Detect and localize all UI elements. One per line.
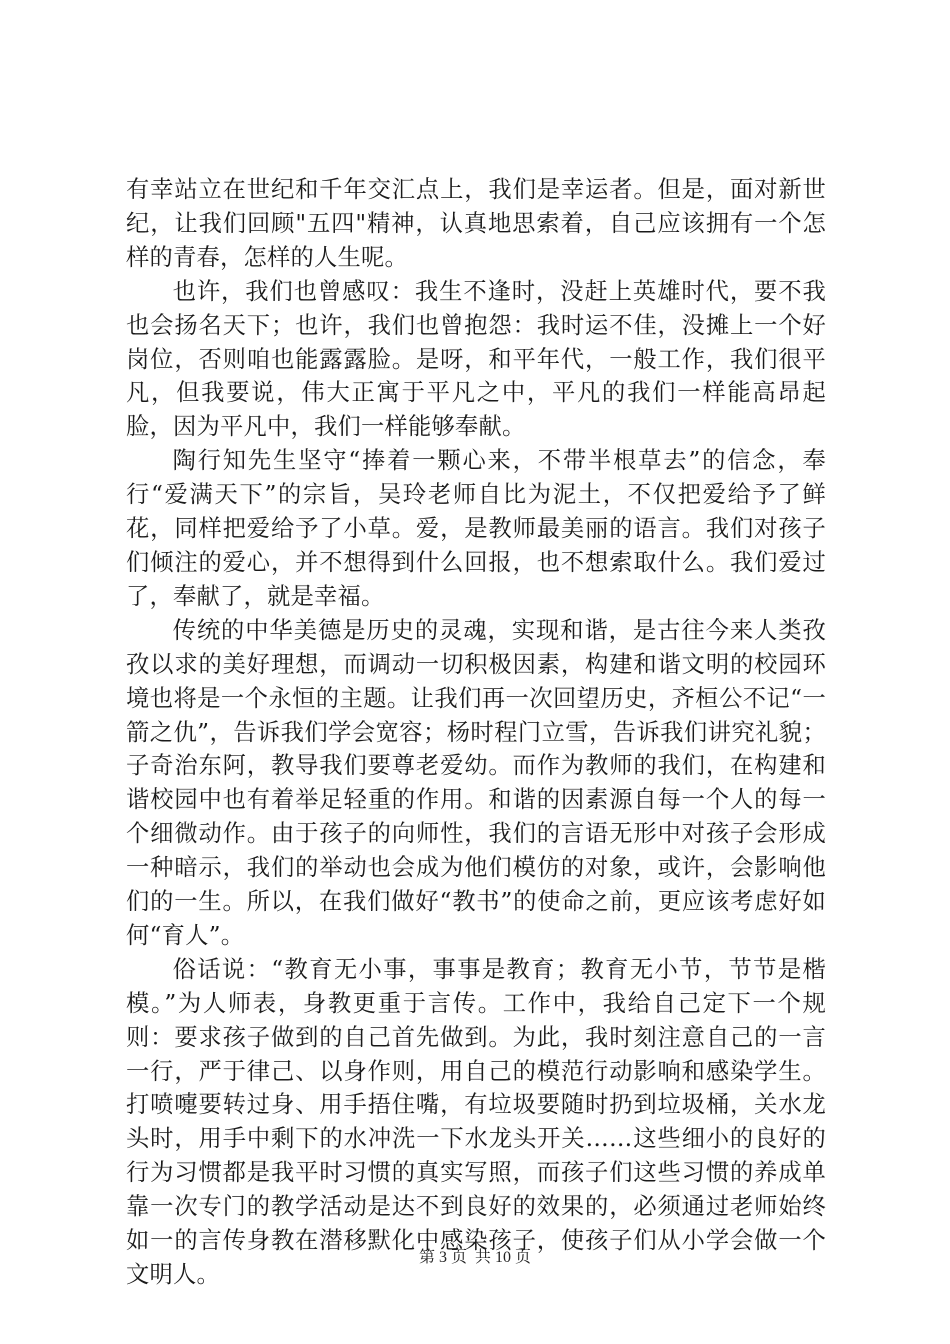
paragraph-5: 俗话说：“教育无小事，事事是教育；教育无小节，节节是楷模。”为人师表，身教更重于言传。工作中，我给自己定下一个规则：要求孩子做到的自己首先做到。为此，我时刻注意自己的一言一行，严于律己、以身作则，用自己的模范行动影响和感染学生。打喷嚏要转过身、用手捂住嘴，有垃圾要随时扔到垃圾桶，关水龙头时，用手中剩下的水冲洗一下水龙头开关……这些细小的良好的行为习惯都是我平时习惯的真实写照，而孩子们这些习惯的养成单靠一次专门的教学活动是达不到良好的效果的，必须通过老师始终如一的言传身教在潜移默化中感染孩子，使孩子们从小学会做一个文明人。 [126,955,826,1288]
paragraph-1: 有幸站立在世纪和千年交汇点上，我们是幸运者。但是，面对新世纪，让我们回顾"五四"精神，认真地思索着，自己应该拥有一个怎样的青春，怎样的人生呢。 [126,176,826,271]
paragraph-2: 也许，我们也曾感叹：我生不逢时，没赶上英雄时代，要不我也会扬名天下；也许，我们也曾抱怨：我时运不佳，没摊上一个好岗位，否则咱也能露露脸。是呀，和平年代，一般工作，我们很平凡，但我要说，伟大正寓于平凡之中，平凡的我们一样能高昂起脸，因为平凡中，我们一样能够奉献。 [126,277,826,441]
paragraph-3: 陶行知先生坚守“捧着一颗心来，不带半根草去”的信念，奉行“爱满天下”的宗旨，吴玲老师自比为泥土，不仅把爱给予了鲜花，同样把爱给予了小草。爱，是教师最美丽的语言。我们对孩子们倾注的爱心，并不想得到什么回报，也不想索取什么。我们爱过了，奉献了，就是幸福。 [126,447,826,610]
document-body [126,173,826,1292]
page-number-footer: 第 3 页 共 10 页 [418,1249,531,1266]
paragraph-4: 传统的中华美德是历史的灵魂，实现和谐，是古往今来人类孜孜以求的美好理想，而调动一切积极因素，构建和谐文明的校园环境也将是一个永恒的主题。让我们再一次回望历史，齐桓公不记“一箭之仇”，告诉我们学会宽容；杨时程门立雪，告诉我们讲究礼貌；子奇治东阿，教导我们要尊老爱幼。而作为教师的我们，在构建和谐校园中也有着举足轻重的作用。和谐的因素源自每一个人的每一个细微动作。由于孩子的向师性，我们的言语无形中对孩子会形成一种暗示，我们的举动也会成为他们模仿的对象，或许，会影响他们的一生。所以，在我们做好“教书”的使命之前，更应该考虑好如何“育人”。 [126,616,826,949]
